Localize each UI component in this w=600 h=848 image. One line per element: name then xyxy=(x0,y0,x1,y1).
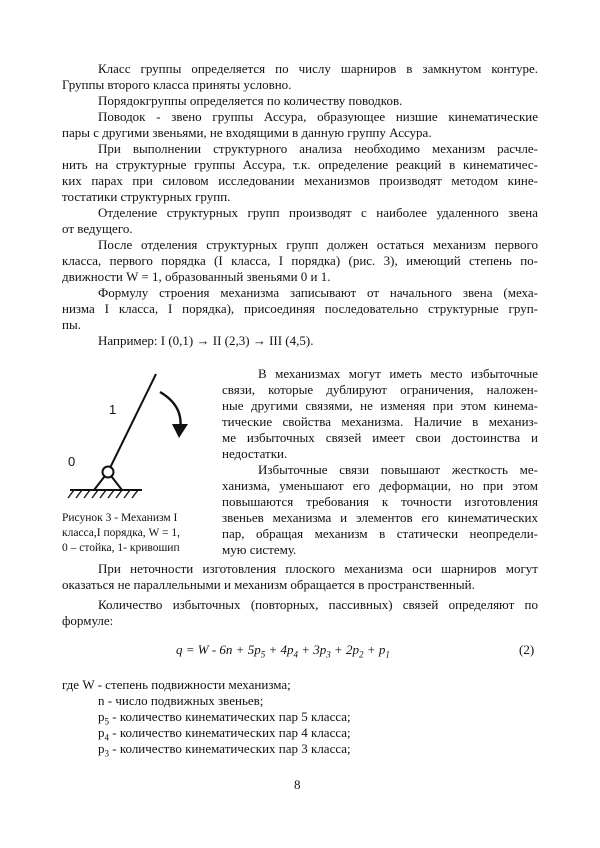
definition-item: n - число подвижных звеньев; xyxy=(98,693,264,708)
text-line: Например: I (0,1) → II (2,3) → III (4,5). xyxy=(98,333,314,348)
text-line: повышаются требования к точности изготовления xyxy=(222,494,538,509)
figure-caption-line: 0 – стойка, 1- кривошип xyxy=(62,542,180,554)
text-line: тические свойства механизма. Наличие в механиз- xyxy=(222,414,538,429)
text-line: Количество избыточных (повторных, пассивных) связей определяют по xyxy=(98,597,538,612)
text-line: пы. xyxy=(62,317,81,332)
text-line: тостатики структурных групп. xyxy=(62,189,231,204)
text-line: После отделения структурных групп должен остаться механизм первого xyxy=(98,237,538,252)
text-line: нить на структурные группы Ассура, т.к. определение реакций в кинематичес- xyxy=(62,157,538,172)
text-line: звеньев механизма и элементов его кинематических xyxy=(222,510,538,525)
page-number: 8 xyxy=(294,777,301,792)
text-line: формуле: xyxy=(62,613,114,628)
text-line: Формулу строения механизма записывают от начального звена (меха- xyxy=(98,285,538,300)
equation-number: (2) xyxy=(519,642,535,657)
text-line: пар, обращая механизм в статически неопредели- xyxy=(222,526,538,541)
text-line: В механизмах могут иметь место избыточные xyxy=(258,366,538,381)
crank-link xyxy=(108,374,156,472)
figure-caption-line: Рисунок 3 - Механизм I xyxy=(62,512,178,524)
text-line: ханизма, уменьшают его деформации, но при этом xyxy=(222,478,538,493)
text-line: движности W = 1, образованный звеньями 0 и 1. xyxy=(62,269,331,284)
rotation-arrowhead xyxy=(172,424,188,438)
text-line: недостатки. xyxy=(222,446,288,461)
definition-intro: где W - степень подвижности механизма; xyxy=(62,677,291,692)
text-line: Класс группы определяется по числу шарниров в замкнутом контуре. xyxy=(98,61,538,76)
text-line: Порядокгруппы определяется по количеству поводков. xyxy=(98,93,403,108)
formula-text: $q = W - 6n + 5p_5 + 4p_4 + 3p_3 + 2p_2 + p_1$ xyxy=(176,642,390,660)
text-line: ные другими связями, не изменяя при этом кинема- xyxy=(222,398,538,413)
link-label-1: 1 xyxy=(109,402,117,417)
text-line: Группы второго класса приняты условно. xyxy=(62,77,292,92)
mechanism-figure xyxy=(62,372,202,512)
definition-item: $p_5$ - количество кинематических пар 5 класса; xyxy=(98,709,351,727)
figure-caption-line: класса,I порядка, W = 1, xyxy=(62,527,181,539)
text-line: от ведущего. xyxy=(62,221,133,236)
ground-label-0: 0 xyxy=(68,454,76,469)
ground-hatching xyxy=(68,490,138,498)
text-line: низма I класса, I порядка), присоединяя последовательно структурные груп- xyxy=(62,301,538,316)
text-line: При выполнении структурного анализа необходимо механизм расчле- xyxy=(98,141,538,156)
text-line: ме избыточных связей имеет свои достоинства и xyxy=(222,430,538,445)
text-line: связи, которые дублируют ограничения, наложен- xyxy=(222,382,538,397)
text-line: класса, первого порядка (I класса, I порядка) (рис. 3), имеющий степень по- xyxy=(62,253,538,268)
text-line: Избыточные связи повышают жесткость ме- xyxy=(258,462,538,477)
definition-item: $p_3$ - количество кинематических пар 3 класса; xyxy=(98,741,351,759)
definition-item: $p_4$ - количество кинематических пар 4 класса; xyxy=(98,725,351,743)
text-line: пары с другими звеньями, не входящими в данную группу Ассура. xyxy=(62,125,432,140)
text-line: мую систему. xyxy=(222,542,297,557)
text-line: Поводок - звено группы Ассура, образующее низшие кинематические xyxy=(98,109,538,124)
formula xyxy=(176,642,390,663)
text-line: ких парах при силовом исследовании механизмов производят методом кине- xyxy=(62,173,538,188)
text-line: оказаться не параллельными и механизм обращается в пространственный. xyxy=(62,577,475,592)
joint-circle xyxy=(103,467,114,478)
text-line: Отделение структурных групп производят с наиболее удаленного звена xyxy=(98,205,538,220)
text-line: При неточности изготовления плоского механизма оси шарниров могут xyxy=(98,561,538,576)
